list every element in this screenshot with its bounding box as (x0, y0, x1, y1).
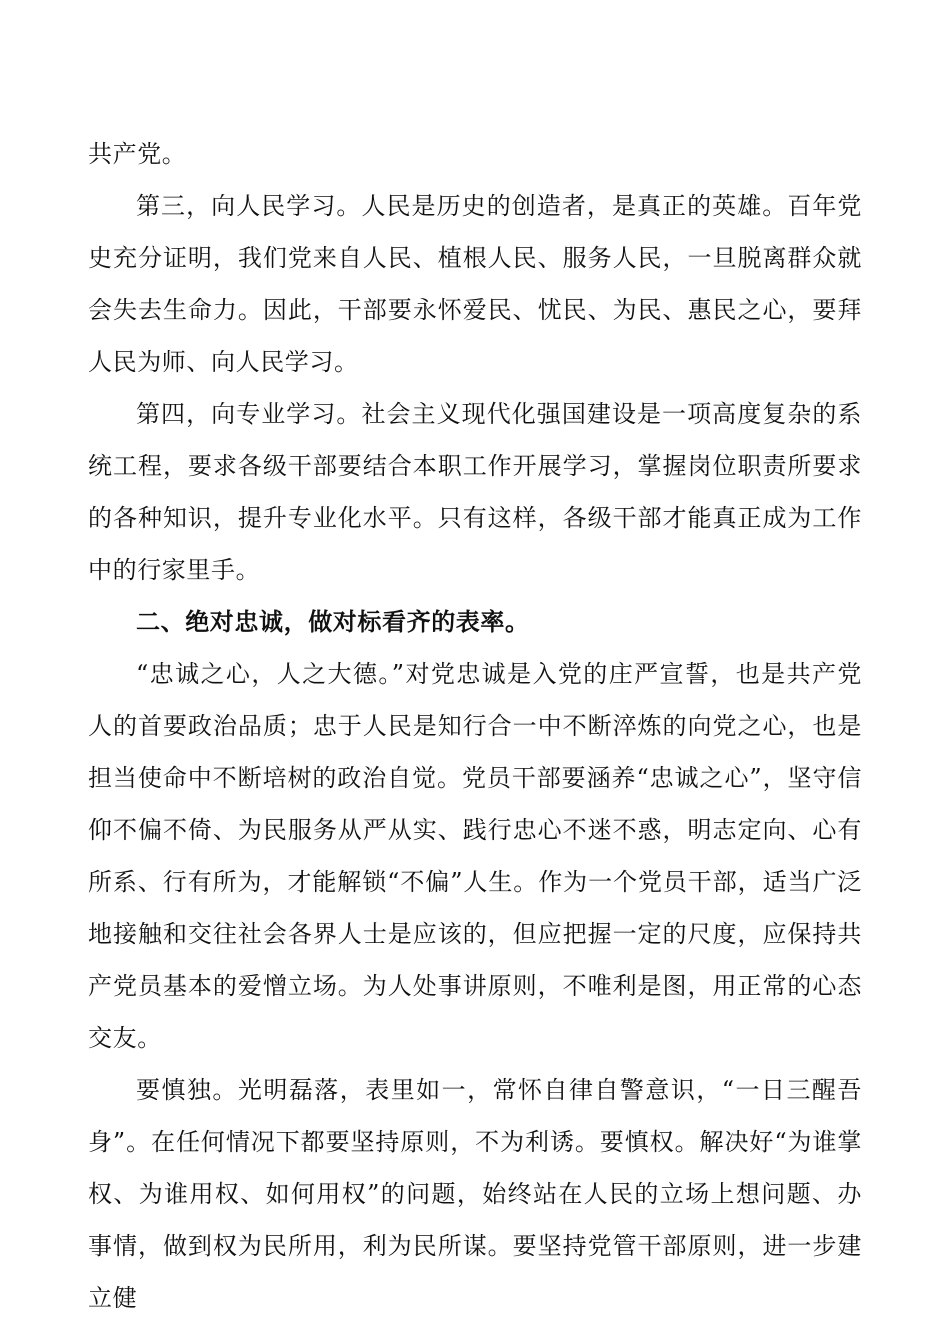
paragraph-learn-from-people: 第三，向人民学习。人民是历史的创造者，是真正的英雄。百年党史充分证明，我们党来自人民、植根人民、服务人民，一旦脱离群众就会失去生命力。因此，干部要永怀爱民、忧民、为民、惠民之心，要拜人民为师、向人民学习。 (88, 192, 862, 376)
paragraph-self-discipline: 要慎独。光明磊落，表里如一，常怀自律自警意识，“一日三醒吾身”。在任何情况下都要坚持原则，不为利诱。要慎权。解决好“为谁掌权、为谁用权、如何用权”的问题，始终站在人民的立场上想问题、办事情，做到权为民所用，利为民所谋。要坚持党管干部原则，进一步建立健 (88, 1076, 862, 1312)
paragraph-learn-from-profession: 第四，向专业学习。社会主义现代化强国建设是一项高度复杂的系统工程，要求各级干部要结合本职工作开展学习，掌握岗位职责所要求的各种知识，提升专业化水平。只有这样，各级干部才能真正成为工作中的行家里手。 (88, 400, 862, 584)
paragraph-continuation: 共产党。 (88, 140, 187, 168)
paragraph-loyalty: “忠诚之心，人之大德。”对党忠诚是入党的庄严宣誓，也是共产党人的首要政治品质；忠于人民是知行合一中不断淬炼的向党之心，也是担当使命中不断培树的政治自觉。党员干部要涵养“忠诚之心”，坚守信仰不偏不倚、为民服务从严从实、践行忠心不迷不惑，明志定向、心有所系、行有所为，才能解锁“不偏”人生。作为一个党员干部，适当广泛地接触和交往社会各界人士是应该的，但应把握一定的尺度，应保持共产党员基本的爱憎立场。为人处事讲原则，不唯利是图，用正常的心态交友。 (88, 660, 862, 1052)
section-heading: 二、绝对忠诚，做对标看齐的表率。 (136, 608, 530, 636)
document-page (88, 128, 862, 1324)
